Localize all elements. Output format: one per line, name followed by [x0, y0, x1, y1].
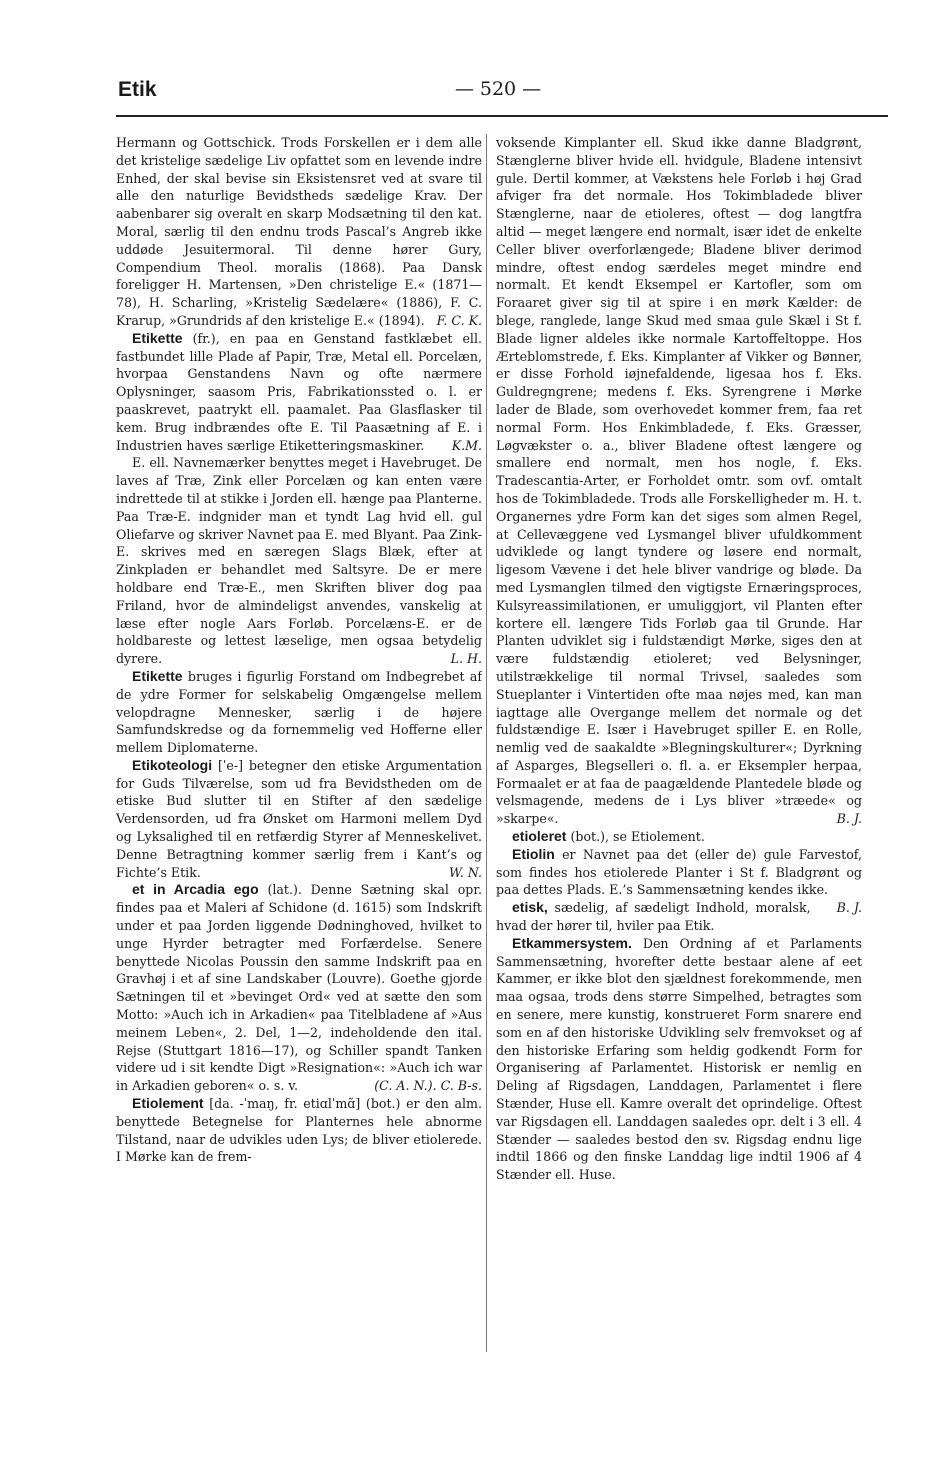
entry: Etkammersystem. Den Ordning af et Parlaments Sammensætning, hvorefter dette bestaar alene af eet Kammer, er ikke blot den sjældnest forekommende, men maa ogsaa, trods dens større Simpelhed, betragtes som en senere, mere kunstig, konstrueret Form snarere end som en af den historiske Udvikling selv fremvokset og af den historiske Erfaring som heldig godkendt Form for Organisering af Parlamentet. Historisk er nemlig en Deling af Rigsdagen, Landdagen, Parlamentet i flere Stænder, Huse ell. Kamre overalt det oprindelige. Oftest var Rigsdagen ell. Landdagen saaledes opr. delt i 3 ell. 4 Stænder — saaledes bestod den sv. Rigsdag endnu lige indtil 1866 og den finske Landdag lige indtil 1906 af 4 Stænder ell. Huse.: [496, 934, 862, 1183]
entry: Etikette (fr.), en paa en Genstand fastklæbet ell. fastbundet lille Plade af Papir, Træ, Metal ell. Porcelæn, hvorpaa Genstandens Navn og ofte nærmere Oplysninger, saasom Pris, Fabrikationssted o. l. er paaskrevet, paatrykt ell. paamalet. Paa Glasflasker til kem. Brug indbrændes ofte E. Til Paasætning af E. i Industrien haves særlige Etiketteringsmaskiner. K.M.: [116, 329, 482, 453]
page-number: — 520 —: [454, 78, 542, 100]
headword: et in Arcadia ego: [132, 881, 259, 898]
left-column: [116, 134, 482, 1354]
entry: Etikoteologi [ˈe-] betegner den etiske Argumentation for Guds Tilværelse, som ud fra Bevidstheden om de etiske Bud slutter til en Stifter af den sædelige Verdensorden, ud fra Ønsket om Harmoni mellem Dyd og Lyksalighed til en retfærdig Styrer af Menneskelivet. Denne Betragtning kommer særlig frem i Kant’s og Fichte’s Etik. W. N.: [116, 756, 482, 880]
author-signature: F. C. K.: [436, 312, 482, 328]
headword: Etkammersystem.: [512, 934, 632, 951]
headword: Etikoteologi: [132, 756, 213, 773]
entry: etisk, sædelig, af sædeligt Indhold, moralsk, hvad der hører til, hviler paa Etik.: [496, 899, 811, 934]
entry: voksende Kimplanter ell. Skud ikke danne Bladgrønt, Stænglerne bliver hvide ell. hvidgule, Bladene intensivt gule. Dertil kommer, at Vækstens hele Forløb i høj Grad afviger fra det normale. Hos Tokimbladede bliver Stænglerne, naar de etioleres, oftest — dog langtfra altid — meget længere end normalt, især idet de enkelte Celler bliver overforlængede; Bladene bliver derimod mindre, oftest endog særdeles meget mindre end normalt. Et kendt Eksempel er Kartofler, som om Foraaret giver sig til at spire i en mørk Kælder: de blege, ranglede, lange Skud med smaa gule Skæl i St f. Blade ligner aldeles ikke normale Kartoffeltoppe. Hos Ærteblomstrede, f. Eks. Kimplanter af Vikker og Bønner, er disse Forhold iøjnefaldende, ligesaa hos f. Eks. Guldregngrene; medens f. Eks. Syrengrene i Mørke lader de Blade, som overhovedet kommer frem, faa ret normal Form. Hos Enkimbladede, f. Eks. Græsser, Løgvækster o. a., bliver Bladene oftest længere og smallere end normalt, men hos nogle, f. Eks. Tradescantia-Arter, er Forholdet omtr. som ovf. omtalt hos de Tokimbladede. Trods alle Forskelligheder m. H. t. Organernes ydre Form kan det siges som almen Regel, at Cellevæggene ved Lysmangel bliver ufuldkomment udviklede og langt tyndere og løsere end normalt, ligesom Vævene i det hele bliver vandrige og bløde. Da med Lysmanglen tilmed den vigtigste Ernæringsproces, Kulsyreassimilationen, er umuliggjort, vil Planten efter kortere ell. længere Tids Forløb gaa til Grunde. Har Planten udviklet sig i fuldstændigt Mørke, siges den at være fuldstændig etioleret; ved Belysninger, utilstrækkelige til normal Trivsel, saaledes som Stueplanter i Vintertiden ofte maa nøjes med, kan man iagttage alle Overgange mellem det normale og det fuldstændige E. Især i Havebruget spiller E. en Rolle, nemlig ved de saakaldte »Blegningskulturer«; Dyrkning af Asparges, Blegselleri o. fl. a. er Eksempler herpaa, Formaalet er at faa de paagældende Plantedele bløde og velsmagende, medens de i Lys bliver »træede« og »skarpe«. B. J.: [496, 135, 862, 827]
author-signature: L. H.: [450, 651, 482, 667]
column-divider: [486, 134, 487, 1352]
headword: Etikette: [132, 667, 183, 684]
headword: Etiolin: [512, 845, 555, 862]
entry: Hermann og Gottschick. Trods Forskellen er i dem alle det kristelige sædelige Liv opfattet som en levende indre Enhed, der skal bevise sin Eksistensret ved at svare til alle den naturlige Bevidstheds sædelige Krav. Der aabenbarer sig overalt en skarp Modsætning til den kat. Moral, særlig til den endnu trods Pascal’s Angreb ikke uddøde Jesuitermoral. Til denne hører Gury, Compendium Theol. moralis (1868). Paa Dansk foreligger H. Martensen, »Den christelige E.« (1871—78), H. Scharling, »Kristelig Sædelære« (1886), F. C. Krarup, »Grundrids af den kristelige E.« (1894). F. C. K.: [116, 135, 482, 328]
entry: Etiolin er Navnet paa det (eller de) gule Farvestof, som findes hos etiolerede Planter i St f. Bladgrønt og paa dettes Plads. E.’s Sammensætning kendes ikke. B. J.: [496, 845, 862, 916]
author-signature: (C. A. N.). C. B-s.: [374, 1078, 482, 1094]
entry: E. ell. Navnemærker benyttes meget i Havebruget. De laves af Træ, Zink eller Porcelæn og kan enten være indrettede til at stikke i Jorden ell. hænge paa Planterne. Paa Træ-E. indgnider man et tyndt Lag hvid ell. gul Oliefarve og skriver Navnet paa E. med Blyant. Paa Zink-E. skrives med en særegen Slags Blæk, efter at Zinkpladen er behandlet med Saltsyre. De er mere holdbare end Træ-E., men Skriften bliver dog paa Friland, hvor de almindeligst anvendes, vanskelig at læse efter nogle Aars Forløb. Porcelæns-E. er de holdbareste og lettest læselige, men ogsaa betydelig dyrere. L. H.: [116, 455, 482, 667]
entry: Etiolement [da. -ˈmaŋ, fr. etiɑlˈmɑ̃] (bot.) er den alm. benyttede Betegnelse for Planternes hele abnorme Tilstand, naar de udvikles uden Lys; de bliver etiolerede. I Mørke kan de frem-: [116, 1095, 482, 1165]
headword: Etiolement: [132, 1095, 204, 1112]
author-signature: K.M.: [451, 437, 482, 453]
running-head: Etik: [118, 78, 157, 101]
entry: et in Arcadia ego (lat.). Denne Sætning skal opr. findes paa et Maleri af Schidone (d. 1615) som Indskrift under et paa Jorden liggende Dødninghoved, hvilket to unge Hyrder betragter med Forfærdelse. Senere benyttede Nicolas Poussin den samme Indskrift paa en Gravhøj i et af sine Landskaber (Louvre). Goethe gjorde Sætningen til et »bevinget Ord« ved at sætte den som Motto: »Auch ich in Arkadien« paa Titelbladene af »Aus meinem Leben«, 2. Del, 1—2, indeholdende den ital. Rejse (Stuttgart 1816—17), og Schiller spandt Tanken videre ud i sit kendte Digt »Resignation«: »Auch ich war in Arkadien geboren« o. s. v. (C. A. N.). C. B-s.: [116, 881, 482, 1094]
author-signature: B. J.: [836, 900, 862, 916]
header-rule: [116, 115, 888, 117]
headword: Etikette: [132, 329, 183, 346]
page-header: [118, 78, 886, 108]
headword: etioleret: [512, 828, 567, 845]
author-signature: B. J.: [836, 811, 862, 827]
right-column: [496, 134, 862, 1354]
entry: Etikette bruges i figurlig Forstand om Indbegrebet af de ydre Former for selskabelig Omgængelse mellem velopdragne Mennesker, særlig i de højere Samfundskredse og da fornemmelig ved Hofferne eller mellem Diplomaterne.: [116, 667, 482, 756]
headword: etisk,: [512, 899, 548, 916]
entry: etioleret (bot.), se Etiolement.: [512, 828, 705, 845]
author-signature: W. N.: [449, 864, 482, 880]
